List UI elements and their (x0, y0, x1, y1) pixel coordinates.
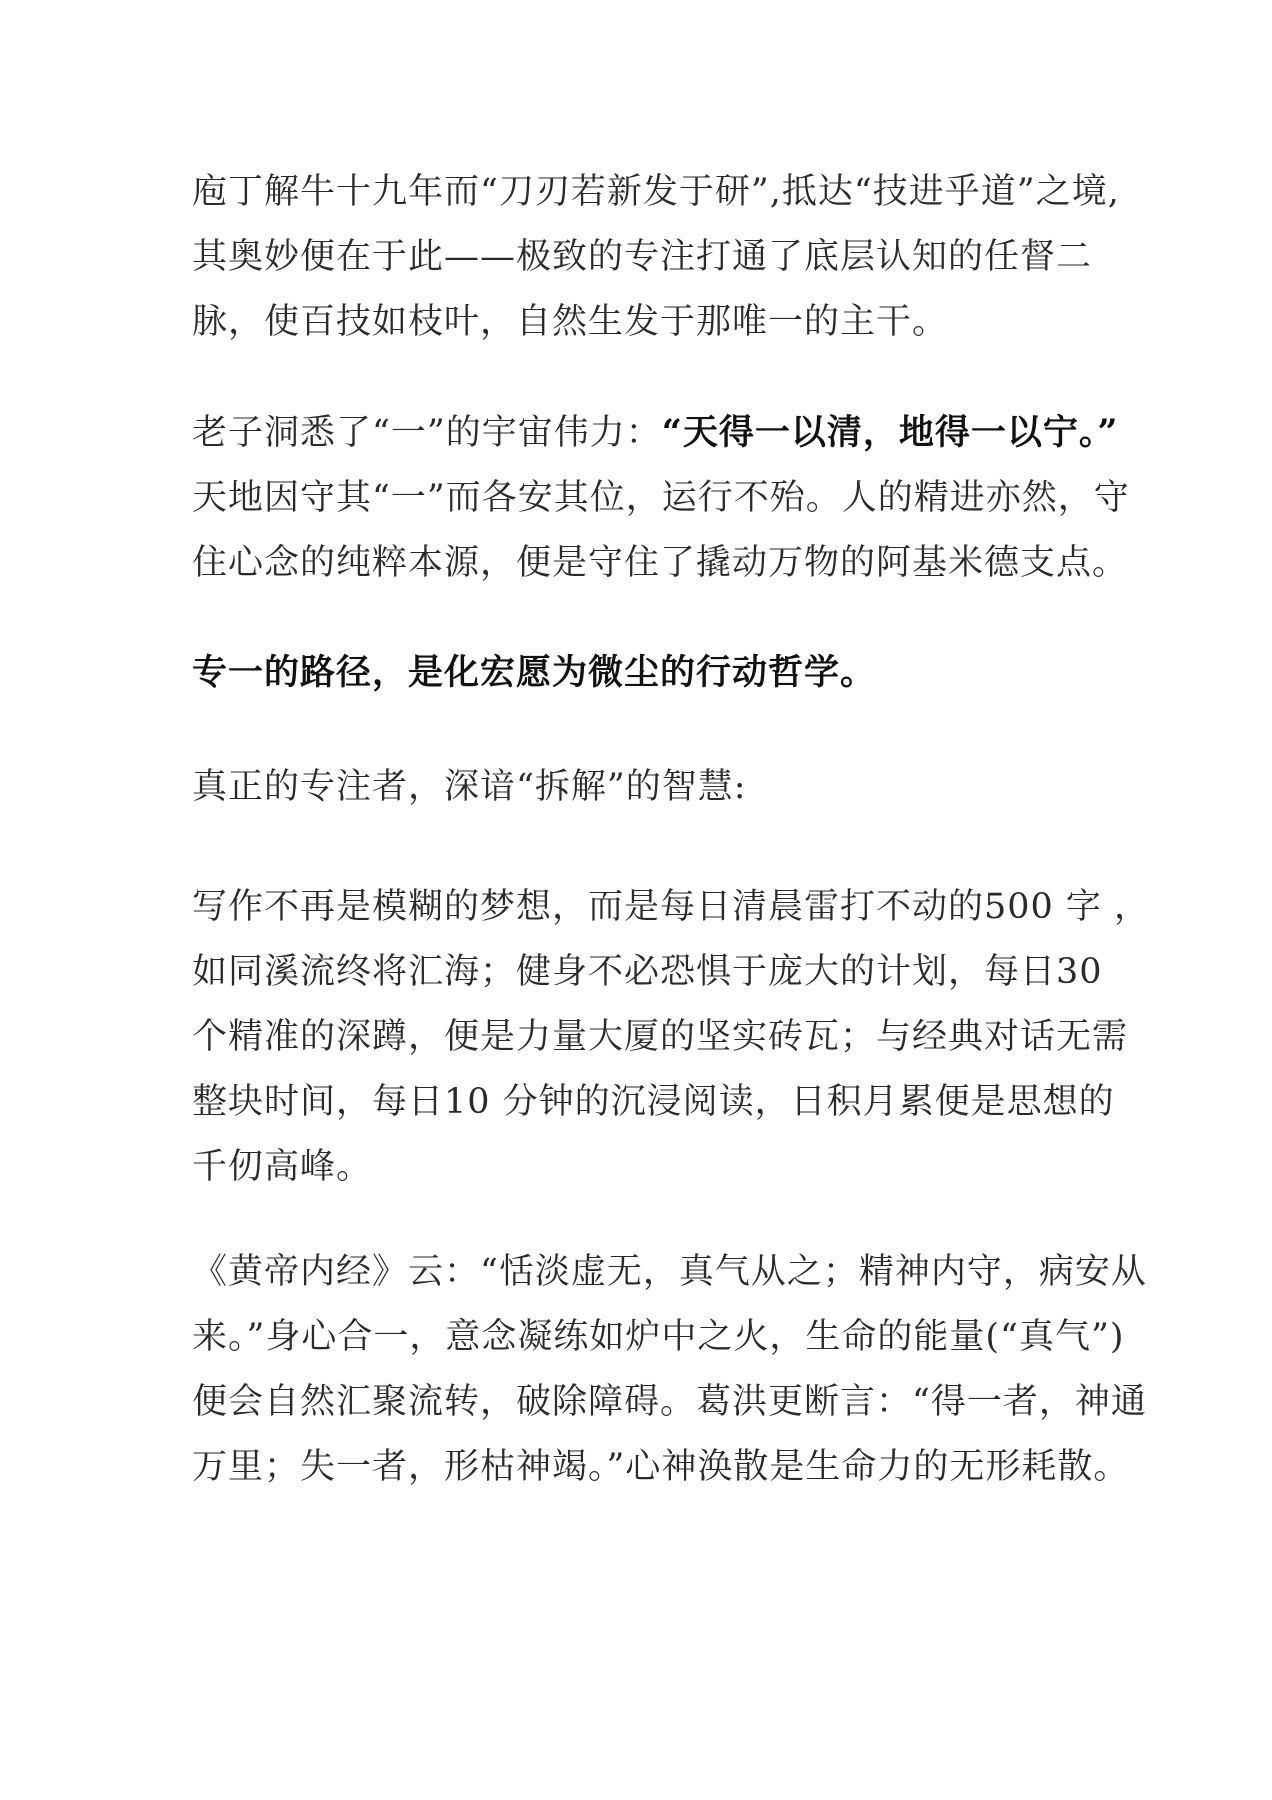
paragraph-examples (192, 875, 1151, 1200)
laozi-quote: “天得一以清，地得一以宁。” (661, 412, 1119, 453)
text-line: 写作不再是模糊的梦想，而是每日清晨雷打不动的500 字 ， (192, 887, 1151, 927)
text-line: 万里；失一者，形枯神竭。”心神涣散是生命力的无形耗散。 (192, 1447, 1130, 1487)
text-line-prefix: 老子洞悉了“一”的宇宙伟力： (192, 413, 662, 453)
paragraph-huangdi-neijing (192, 1240, 1147, 1500)
text-line: 真正的专注者，深谙“拆解”的智慧: (192, 767, 747, 807)
text-line: 《黄帝内经》云：“恬淡虚无，真气从之；精神内守，病安从 (192, 1252, 1147, 1292)
paragraph-laozi (192, 400, 1130, 596)
paragraph-paoding (192, 160, 1120, 355)
text-line: 庖丁解牛十九年而“刀刃若新发于研”,抵达“技进乎道”之境, (192, 172, 1120, 212)
text-line: 脉，使百技如枝叶，自然生发于那唯一的主干。 (192, 302, 949, 342)
text-line: 千仞高峰。 (192, 1147, 373, 1187)
text-line: 天地因守其“一”而各安其位，运行不殆。人的精进亦然，守 (192, 478, 1130, 518)
paragraph-chaijie (192, 755, 1092, 820)
heading-text: 专一的路径，是化宏愿为微尘的行动哲学。 (192, 652, 877, 693)
text-line (192, 400, 1119, 466)
text-line: 其奥妙便在于此——极致的专注打通了底层认知的任督二 (192, 237, 1093, 277)
text-line: 住心念的纯粹本源，便是守住了撬动万物的阿基米德支点。 (192, 543, 1129, 583)
text-line: 如同溪流终将汇海；健身不必恐惧于庞大的计划，每日30 (192, 952, 1103, 992)
section-heading (192, 640, 1092, 705)
text-line: 便会自然汇聚流转，破除障碍。葛洪更断言：“得一者，神通 (192, 1382, 1147, 1422)
text-line: 个精准的深蹲，便是力量大厦的坚实砖瓦；与经典对话无需 (192, 1017, 1129, 1057)
text-line: 来。”身心合一，意念凝练如炉中之火，生命的能量(“真气”) (192, 1317, 1125, 1357)
text-line: 整块时间，每日10 分钟的沉浸阅读，日积月累便是思想的 (192, 1082, 1115, 1122)
